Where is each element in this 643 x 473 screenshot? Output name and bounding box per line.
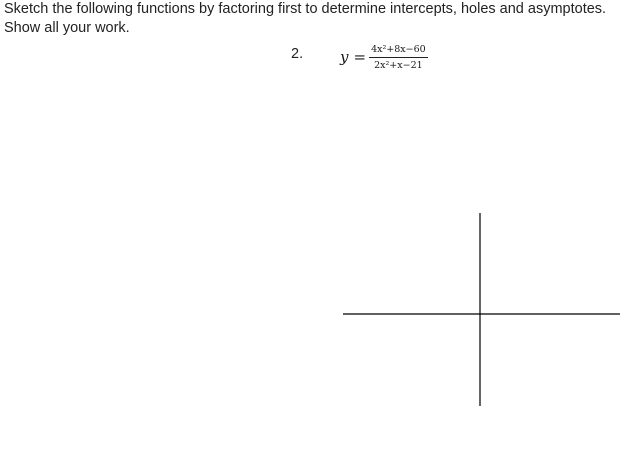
instructions-line-1: Sketch the following functions by factoring first to determine intercepts, holes and asymptotes. <box>4 1 607 17</box>
instructions-line-2: Show all your work. <box>4 20 130 36</box>
fraction-bar <box>369 57 428 58</box>
rational-function-equation <box>340 40 428 74</box>
equation-lhs: y <box>340 48 349 66</box>
fraction <box>369 44 428 71</box>
denominator: 2x²+x−21 <box>374 59 423 71</box>
equals-sign: = <box>353 48 367 66</box>
instructions <box>4 0 640 38</box>
numerator: 4x²+8x−60 <box>371 43 426 55</box>
problem-number: 2. <box>291 46 304 62</box>
